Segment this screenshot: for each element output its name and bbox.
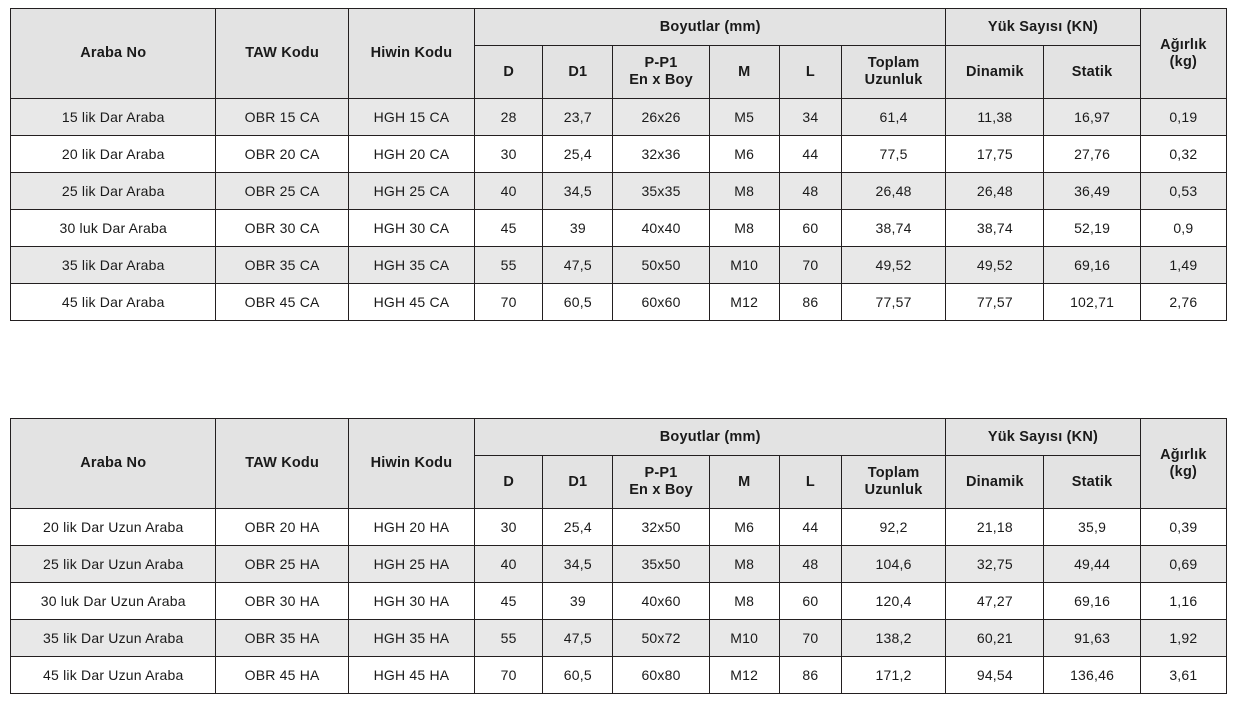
cell-toplam-uzunluk: 120,4 <box>841 583 945 620</box>
cell-l: 70 <box>779 247 841 284</box>
cell-taw-kodu: OBR 30 CA <box>216 210 348 247</box>
cell-taw-kodu: OBR 35 HA <box>216 620 348 657</box>
header-agirlik <box>1140 419 1226 509</box>
cell-hiwin-kodu: HGH 20 CA <box>348 136 474 173</box>
cell-taw-kodu: OBR 25 HA <box>216 546 348 583</box>
header-toplam-line1: Toplam <box>867 465 920 482</box>
cell-l: 70 <box>779 620 841 657</box>
cell-toplam-uzunluk: 138,2 <box>841 620 945 657</box>
cell-d1: 60,5 <box>543 657 613 694</box>
cell-statik: 69,16 <box>1044 583 1140 620</box>
cell-statik: 36,49 <box>1044 173 1140 210</box>
cell-taw-kodu: OBR 20 HA <box>216 509 348 546</box>
table-body <box>11 509 1227 694</box>
cell-hiwin-kodu: HGH 30 HA <box>348 583 474 620</box>
header-d1: D1 <box>543 46 613 99</box>
cell-l: 48 <box>779 546 841 583</box>
spec-table-dar-araba-block <box>10 8 1227 321</box>
header-toplam-line1: Toplam <box>867 55 920 72</box>
cell-dinamik: 47,27 <box>946 583 1044 620</box>
cell-d1: 60,5 <box>543 284 613 321</box>
cell-d: 55 <box>475 247 543 284</box>
table-header <box>11 419 1227 509</box>
cell-statik: 52,19 <box>1044 210 1140 247</box>
cell-agirlik: 1,92 <box>1140 620 1226 657</box>
cell-statik: 49,44 <box>1044 546 1140 583</box>
cell-toplam-uzunluk: 26,48 <box>841 173 945 210</box>
cell-d1: 25,4 <box>543 509 613 546</box>
cell-araba-no: 35 lik Dar Uzun Araba <box>11 620 216 657</box>
header-p-p1-line1: P-P1 <box>644 465 678 482</box>
cell-p-p1: 35x50 <box>613 546 709 583</box>
cell-agirlik: 1,49 <box>1140 247 1226 284</box>
cell-statik: 136,46 <box>1044 657 1140 694</box>
table-row <box>11 210 1227 247</box>
table-row <box>11 546 1227 583</box>
header-toplam-line2: Uzunluk <box>864 482 923 498</box>
header-taw-kodu: TAW Kodu <box>216 419 348 509</box>
cell-toplam-uzunluk: 92,2 <box>841 509 945 546</box>
header-l: L <box>779 46 841 99</box>
cell-araba-no: 25 lik Dar Araba <box>11 173 216 210</box>
cell-araba-no: 20 lik Dar Araba <box>11 136 216 173</box>
cell-m: M5 <box>709 99 779 136</box>
header-araba-no: Araba No <box>11 419 216 509</box>
cell-d1: 25,4 <box>543 136 613 173</box>
cell-toplam-uzunluk: 61,4 <box>841 99 945 136</box>
cell-agirlik: 3,61 <box>1140 657 1226 694</box>
cell-dinamik: 94,54 <box>946 657 1044 694</box>
cell-araba-no: 45 lik Dar Uzun Araba <box>11 657 216 694</box>
cell-toplam-uzunluk: 77,5 <box>841 136 945 173</box>
spec-table-dar-araba <box>10 8 1227 321</box>
table-row <box>11 509 1227 546</box>
cell-dinamik: 11,38 <box>946 99 1044 136</box>
header-p-p1 <box>613 456 709 509</box>
cell-m: M6 <box>709 509 779 546</box>
cell-taw-kodu: OBR 35 CA <box>216 247 348 284</box>
cell-m: M8 <box>709 210 779 247</box>
header-taw-kodu: TAW Kodu <box>216 9 348 99</box>
cell-taw-kodu: OBR 20 CA <box>216 136 348 173</box>
cell-l: 86 <box>779 284 841 321</box>
cell-agirlik: 0,32 <box>1140 136 1226 173</box>
cell-agirlik: 0,53 <box>1140 173 1226 210</box>
cell-p-p1: 32x50 <box>613 509 709 546</box>
cell-d1: 23,7 <box>543 99 613 136</box>
cell-p-p1: 40x40 <box>613 210 709 247</box>
cell-agirlik: 1,16 <box>1140 583 1226 620</box>
cell-agirlik: 0,19 <box>1140 99 1226 136</box>
header-toplam-line2: Uzunluk <box>864 72 923 88</box>
header-l: L <box>779 456 841 509</box>
table-header <box>11 9 1227 99</box>
header-dinamik: Dinamik <box>946 456 1044 509</box>
cell-hiwin-kodu: HGH 20 HA <box>348 509 474 546</box>
header-d: D <box>475 46 543 99</box>
cell-araba-no: 20 lik Dar Uzun Araba <box>11 509 216 546</box>
cell-p-p1: 32x36 <box>613 136 709 173</box>
cell-dinamik: 26,48 <box>946 173 1044 210</box>
cell-p-p1: 40x60 <box>613 583 709 620</box>
cell-d: 45 <box>475 583 543 620</box>
cell-dinamik: 49,52 <box>946 247 1044 284</box>
cell-d: 40 <box>475 173 543 210</box>
cell-l: 44 <box>779 136 841 173</box>
table-row <box>11 620 1227 657</box>
table-row <box>11 136 1227 173</box>
cell-m: M12 <box>709 284 779 321</box>
cell-toplam-uzunluk: 104,6 <box>841 546 945 583</box>
spec-table-dar-uzun-araba-block <box>10 418 1227 694</box>
cell-d: 28 <box>475 99 543 136</box>
cell-m: M6 <box>709 136 779 173</box>
header-row-group <box>11 419 1227 456</box>
header-yuk-sayisi: Yük Sayısı (KN) <box>946 9 1140 46</box>
cell-dinamik: 60,21 <box>946 620 1044 657</box>
cell-l: 60 <box>779 210 841 247</box>
cell-m: M10 <box>709 247 779 284</box>
cell-agirlik: 0,39 <box>1140 509 1226 546</box>
cell-hiwin-kodu: HGH 30 CA <box>348 210 474 247</box>
cell-toplam-uzunluk: 171,2 <box>841 657 945 694</box>
cell-l: 48 <box>779 173 841 210</box>
header-p-p1-line1: P-P1 <box>644 55 678 72</box>
cell-m: M12 <box>709 657 779 694</box>
header-dinamik: Dinamik <box>946 46 1044 99</box>
header-boyutlar: Boyutlar (mm) <box>475 419 946 456</box>
header-toplam-uzunluk <box>841 456 945 509</box>
cell-m: M8 <box>709 546 779 583</box>
table-row <box>11 99 1227 136</box>
header-statik: Statik <box>1044 46 1140 99</box>
table-row <box>11 173 1227 210</box>
header-agirlik-line1: Ağırlık <box>1160 446 1207 463</box>
cell-hiwin-kodu: HGH 15 CA <box>348 99 474 136</box>
header-araba-no: Araba No <box>11 9 216 99</box>
cell-d1: 39 <box>543 583 613 620</box>
cell-statik: 69,16 <box>1044 247 1140 284</box>
cell-dinamik: 17,75 <box>946 136 1044 173</box>
cell-p-p1: 50x50 <box>613 247 709 284</box>
cell-p-p1: 35x35 <box>613 173 709 210</box>
cell-d1: 39 <box>543 210 613 247</box>
cell-toplam-uzunluk: 38,74 <box>841 210 945 247</box>
table-row <box>11 247 1227 284</box>
cell-hiwin-kodu: HGH 45 CA <box>348 284 474 321</box>
table-row <box>11 284 1227 321</box>
cell-agirlik: 2,76 <box>1140 284 1226 321</box>
cell-d: 55 <box>475 620 543 657</box>
cell-d: 70 <box>475 284 543 321</box>
cell-p-p1: 26x26 <box>613 99 709 136</box>
cell-dinamik: 21,18 <box>946 509 1044 546</box>
cell-toplam-uzunluk: 49,52 <box>841 247 945 284</box>
header-m: M <box>709 456 779 509</box>
header-agirlik-line1: Ağırlık <box>1160 36 1207 53</box>
cell-taw-kodu: OBR 15 CA <box>216 99 348 136</box>
cell-d: 45 <box>475 210 543 247</box>
cell-d1: 34,5 <box>543 546 613 583</box>
cell-araba-no: 45 lik Dar Araba <box>11 284 216 321</box>
cell-d1: 34,5 <box>543 173 613 210</box>
cell-agirlik: 0,9 <box>1140 210 1226 247</box>
cell-hiwin-kodu: HGH 35 CA <box>348 247 474 284</box>
header-yuk-sayisi: Yük Sayısı (KN) <box>946 419 1140 456</box>
cell-m: M8 <box>709 583 779 620</box>
header-d: D <box>475 456 543 509</box>
cell-m: M10 <box>709 620 779 657</box>
cell-dinamik: 77,57 <box>946 284 1044 321</box>
cell-d1: 47,5 <box>543 247 613 284</box>
table-row <box>11 657 1227 694</box>
cell-araba-no: 35 lik Dar Araba <box>11 247 216 284</box>
header-d1: D1 <box>543 456 613 509</box>
cell-l: 60 <box>779 583 841 620</box>
cell-m: M8 <box>709 173 779 210</box>
cell-hiwin-kodu: HGH 45 HA <box>348 657 474 694</box>
table-row <box>11 583 1227 620</box>
cell-hiwin-kodu: HGH 35 HA <box>348 620 474 657</box>
cell-taw-kodu: OBR 25 CA <box>216 173 348 210</box>
cell-araba-no: 30 luk Dar Uzun Araba <box>11 583 216 620</box>
cell-p-p1: 50x72 <box>613 620 709 657</box>
header-row-group <box>11 9 1227 46</box>
cell-araba-no: 15 lik Dar Araba <box>11 99 216 136</box>
cell-l: 34 <box>779 99 841 136</box>
header-hiwin-kodu: Hiwin Kodu <box>348 419 474 509</box>
cell-d1: 47,5 <box>543 620 613 657</box>
cell-d: 40 <box>475 546 543 583</box>
cell-d: 70 <box>475 657 543 694</box>
header-toplam-uzunluk <box>841 46 945 99</box>
cell-araba-no: 30 luk Dar Araba <box>11 210 216 247</box>
header-p-p1 <box>613 46 709 99</box>
cell-l: 86 <box>779 657 841 694</box>
cell-statik: 16,97 <box>1044 99 1140 136</box>
cell-taw-kodu: OBR 45 CA <box>216 284 348 321</box>
header-hiwin-kodu: Hiwin Kodu <box>348 9 474 99</box>
cell-p-p1: 60x80 <box>613 657 709 694</box>
cell-statik: 35,9 <box>1044 509 1140 546</box>
table-body <box>11 99 1227 321</box>
cell-d: 30 <box>475 509 543 546</box>
cell-statik: 102,71 <box>1044 284 1140 321</box>
header-agirlik-line2: (kg) <box>1169 463 1198 480</box>
header-statik: Statik <box>1044 456 1140 509</box>
cell-d: 30 <box>475 136 543 173</box>
cell-toplam-uzunluk: 77,57 <box>841 284 945 321</box>
cell-statik: 91,63 <box>1044 620 1140 657</box>
cell-p-p1: 60x60 <box>613 284 709 321</box>
cell-l: 44 <box>779 509 841 546</box>
header-m: M <box>709 46 779 99</box>
cell-dinamik: 38,74 <box>946 210 1044 247</box>
cell-hiwin-kodu: HGH 25 HA <box>348 546 474 583</box>
header-agirlik <box>1140 9 1226 99</box>
header-agirlik-line2: (kg) <box>1169 53 1198 70</box>
spec-table-dar-uzun-araba <box>10 418 1227 694</box>
cell-dinamik: 32,75 <box>946 546 1044 583</box>
cell-agirlik: 0,69 <box>1140 546 1226 583</box>
header-p-p1-line2: En x Boy <box>629 482 693 498</box>
cell-hiwin-kodu: HGH 25 CA <box>348 173 474 210</box>
cell-araba-no: 25 lik Dar Uzun Araba <box>11 546 216 583</box>
cell-taw-kodu: OBR 45 HA <box>216 657 348 694</box>
cell-statik: 27,76 <box>1044 136 1140 173</box>
header-p-p1-line2: En x Boy <box>629 72 693 88</box>
cell-taw-kodu: OBR 30 HA <box>216 583 348 620</box>
header-boyutlar: Boyutlar (mm) <box>475 9 946 46</box>
